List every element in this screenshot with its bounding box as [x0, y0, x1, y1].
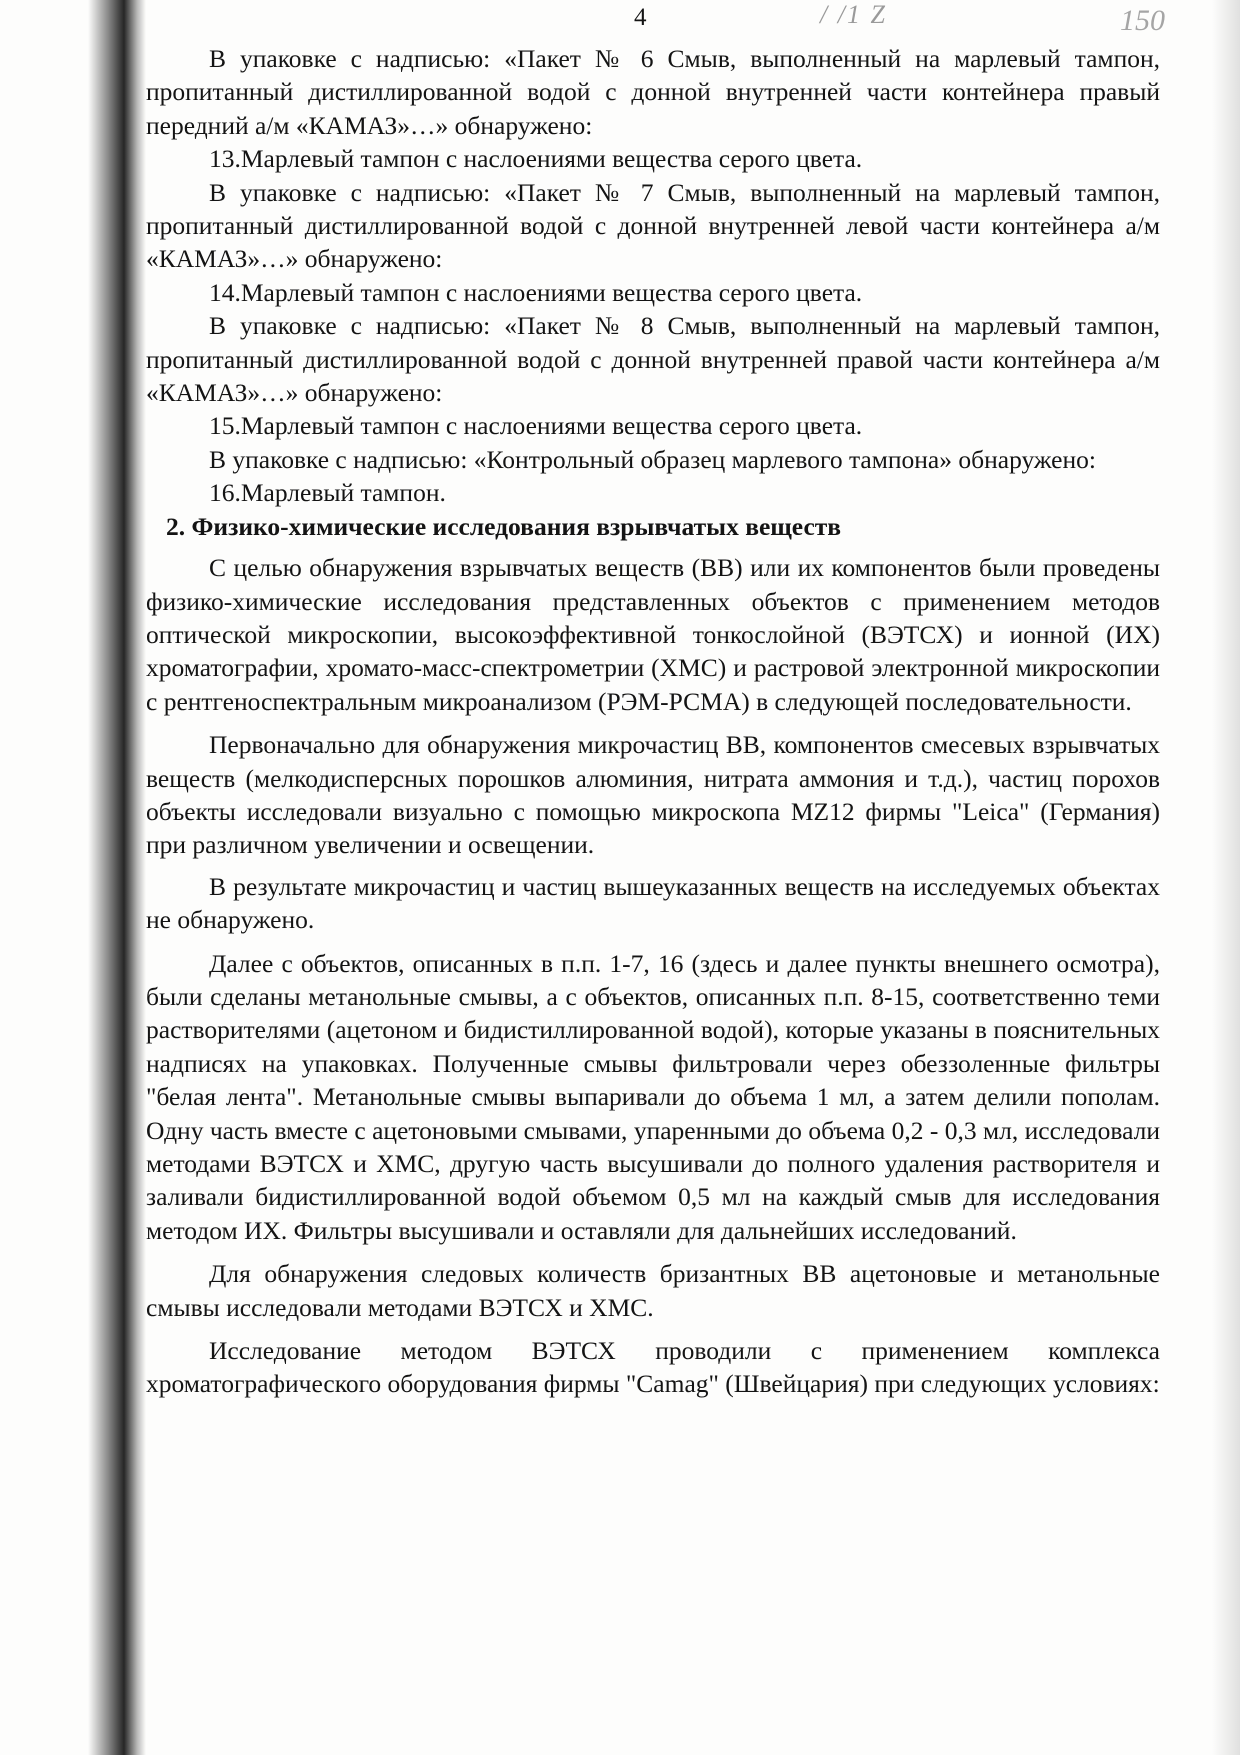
page-number: 4	[634, 4, 647, 31]
paragraph: Далее с объектов, описанных в п.п. 1-7, 16 (здесь и далее пункты внешнего осмотра), были сделаны метанольные смывы, а с объектов, описанных п.п. 8-15, соответственно теми растворителями (ацетоном и бидистиллированной водой), которые указаны в пояснительных надписях на упаковках. Полученные смывы фильтровали через обеззоленные фильтры "белая лента". Метанольные смывы выпаривали до объема 1 мл, а затем делили пополам. Одну часть вместе с ацетоновыми смывами, упаренными до объема 0,2 - 0,3 мл, исследовали методами ВЭТСХ и ХМС, другую часть высушивали до полного удаления растворителя и заливали бидистиллированной водой объемом 0,5 мл на каждый смыв для исследования методом ИХ. Фильтры высушивали и оставляли для дальнейших исследований.	[146, 948, 1160, 1245]
paragraph: В результате микрочастиц и частиц вышеуказанных веществ на исследуемых объектах не обнаружено.	[146, 871, 1160, 935]
paragraph: Исследование методом ВЭТСХ проводили с применением комплекса хроматографического оборудования фирмы "Camag" (Швейцария) при следующих условиях:	[146, 1336, 1160, 1399]
corner-annotation: 150	[1120, 4, 1165, 37]
header-scribble: / /1 Z	[820, 0, 887, 29]
list-item: 13.Марлевый тампон с наслоениями вещества серого цвета.	[209, 144, 863, 174]
list-item: 16.Марлевый тампон.	[209, 478, 446, 508]
document-body	[146, 42, 1160, 1401]
paragraph: В упаковке с надписью: «Пакет № 7 Смыв, выполненный на марлевый тампон, пропитанный дистиллированной водой с донной внутренней левой части контейнера а/м «КАМАЗ»…» обнаружено:	[146, 177, 1160, 274]
paragraph: В упаковке с надписью: «Контрольный образец марлевого тампона» обнаружено:	[209, 444, 1096, 474]
section-heading: 2. Физико-химические исследования взрывчатых веществ	[166, 511, 842, 541]
list-item: 14.Марлевый тампон с наслоениями вещества серого цвета.	[209, 277, 863, 307]
paragraph: В упаковке с надписью: «Пакет № 6 Смыв, выполненный на марлевый тампон, пропитанный дистиллированной водой с донной внутренней части контейнера правый передний а/м «КАМАЗ»…» обнаружено:	[146, 44, 1160, 140]
binding-shadow	[88, 0, 146, 1755]
paragraph: С целью обнаружения взрывчатых веществ (ВВ) или их компонентов были проведены физико-химические исследования представленных объектов с применением методов оптической микроскопии, высокоэффективной тонкослойной (ВЭТСХ) и ионной (ИХ) хроматографии, хромато-масс-спектрометрии (ХМС) и растровой электронной микроскопии с рентгеноспектральным микроанализом (РЭМ-РСМА) в следующей последовательности.	[146, 553, 1160, 716]
paragraph: Для обнаружения следовых количеств бризантных ВВ ацетоновые и метанольные смывы исследовали методами ВЭТСХ и ХМС.	[146, 1259, 1160, 1322]
paragraph: Первоначально для обнаружения микрочастиц ВВ, компонентов смесевых взрывчатых веществ (мелкодисперсных порошков алюминия, нитрата аммония и т.д.), частиц порохов объекты исследовали визуально с помощью микроскопа MZ12 фирмы "Leica" (Германия) при различном увеличении и освещении.	[146, 730, 1160, 860]
page-edge-shadow	[1212, 0, 1240, 1755]
paragraph: В упаковке с надписью: «Пакет № 8 Смыв, выполненный на марлевый тампон, пропитанный дистиллированной водой с донной внутренней правой части контейнера а/м «КАМАЗ»…» обнаружено:	[146, 311, 1160, 408]
list-item: 15.Марлевый тампон с наслоениями вещества серого цвета.	[209, 411, 863, 441]
